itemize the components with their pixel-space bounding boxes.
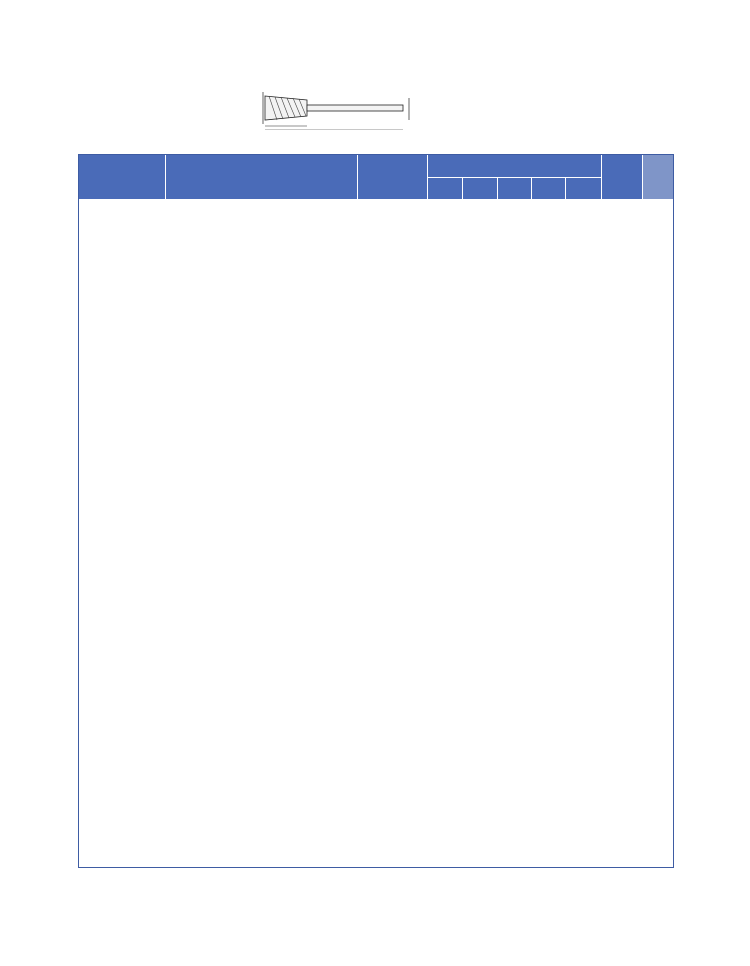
header-order-no (358, 155, 428, 199)
header-tooth (602, 155, 643, 199)
rotary-file-diagram (255, 90, 425, 130)
header-blade-diameter (428, 177, 463, 199)
code-part-stem-diameter (636, 104, 682, 112)
header-shank-diameter (498, 177, 532, 199)
code-part-blade-diameter (516, 104, 566, 112)
header-size (428, 155, 602, 177)
order-table (78, 154, 674, 868)
table-header (79, 155, 673, 199)
header-taper (566, 177, 602, 199)
number-code-parts (476, 104, 686, 154)
code-part-blade-length (566, 104, 606, 112)
header-blade-length (463, 177, 498, 199)
code-part-model (476, 104, 516, 112)
header-blurred (643, 155, 673, 199)
header-legend (166, 155, 358, 199)
header-shape (79, 155, 166, 199)
code-part-gear-type (604, 104, 638, 112)
header-total-length (532, 177, 566, 199)
